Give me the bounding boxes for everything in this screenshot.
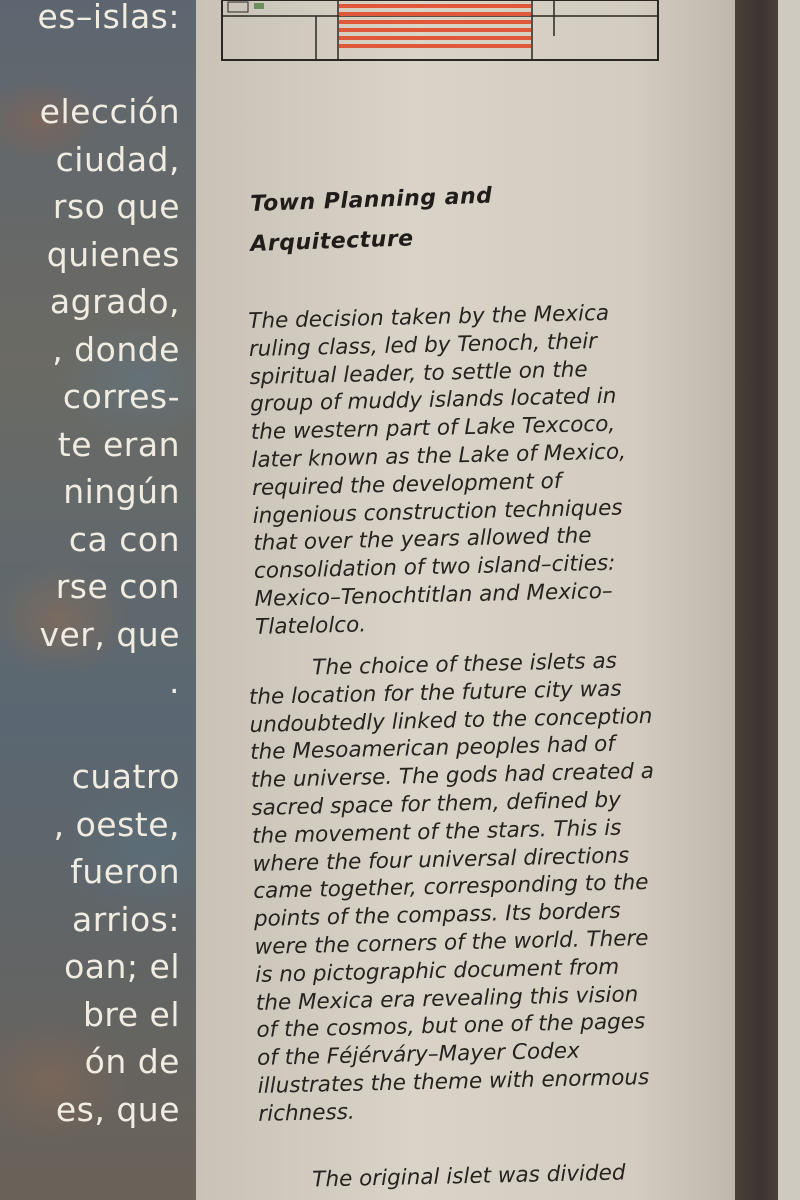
paragraph-line: The choice of these islets as <box>312 648 618 681</box>
paragraph-line: ruling class, led by Tenoch, their <box>248 328 598 362</box>
paragraph-line: The decision taken by the Mexica <box>248 300 610 334</box>
paragraph-line: the universe. The gods had created a <box>250 759 655 794</box>
spanish-text-line: te eran <box>57 424 180 464</box>
right-wall <box>778 0 800 1200</box>
paragraph-line: Tlatelolco. <box>254 612 367 640</box>
spanish-text-line: agrado, <box>49 282 180 321</box>
paragraph-line: is no pictographic document from <box>254 954 620 988</box>
paragraph-line: of the cosmos, but one of the pages <box>256 1009 646 1044</box>
paragraph-line: the Mexica era revealing this vision <box>255 981 639 1016</box>
paragraph-line: the Mesoamerican peoples had of <box>249 732 616 766</box>
paragraph-line: The original islet was divided <box>312 1160 626 1193</box>
paragraph-line: undoubtedly linked to the conception <box>249 703 653 738</box>
paragraph-line: came together, corresponding to the <box>253 870 649 905</box>
paragraph-line: richness. <box>258 1099 356 1127</box>
paragraph-line: were the corners of the world. There <box>254 925 649 960</box>
paragraph-1 <box>248 298 675 641</box>
paragraph-line: of the Féjérváry–Mayer Codex <box>256 1038 580 1072</box>
paragraph-line: ingenious construction techniques <box>252 495 623 529</box>
spanish-text-line: elección <box>39 92 180 131</box>
heading-line-1: Town Planning and <box>250 183 493 217</box>
spanish-text-line: arrios: <box>72 899 180 939</box>
left-wall-panel <box>0 0 196 1200</box>
paragraph-line: group of muddy islands located in <box>249 384 617 418</box>
spanish-text-line: fueron <box>70 852 180 891</box>
paragraph-line: later known as the Lake of Mexico, <box>251 439 627 473</box>
paragraph-line: the location for the future city was <box>248 676 622 710</box>
paragraph-line: Mexico–Tenochtitlan and Mexico– <box>254 578 613 612</box>
paragraph-line: points of the compass. Its borders <box>253 898 621 933</box>
paragraph-2 <box>248 646 679 1128</box>
floor-plan-drawing <box>220 0 660 62</box>
spanish-text-line: ca con <box>68 519 180 559</box>
spanish-text-line: cuatro <box>71 757 180 796</box>
spanish-text-line: bre el <box>82 994 180 1034</box>
paragraph-line: consolidation of two island–cities: <box>253 550 616 585</box>
spanish-text-line: ón de <box>84 1042 180 1081</box>
paragraph-line: the western part of Lake Texcoco, <box>250 411 616 446</box>
spanish-text-line: , donde <box>52 329 180 369</box>
spanish-text-line: ningún <box>63 472 180 511</box>
spanish-text-line: ciudad, <box>55 139 180 179</box>
paragraph-line: that over the years allowed the <box>253 523 592 557</box>
paragraph-line: the movement of the stars. This is <box>251 815 622 849</box>
spanish-text-line: oan; el <box>64 947 180 986</box>
paragraph-line: spiritual leader, to settle on the <box>249 356 588 390</box>
spanish-text-line: , oeste, <box>53 804 180 844</box>
spanish-text-line: es, que <box>55 1089 180 1129</box>
plan-red-stripes <box>339 4 531 48</box>
paragraph-line: illustrates the theme with enormous <box>257 1064 650 1099</box>
paragraph-line: sacred space for them, defined by <box>251 787 622 821</box>
spanish-text-line: rse con <box>55 567 180 606</box>
paragraph-line: required the development of <box>251 468 562 501</box>
paragraph-line: where the four universal directions <box>252 842 630 877</box>
spanish-text-line: es–islas: <box>37 0 180 36</box>
spanish-text-line: corres- <box>62 377 180 416</box>
spanish-text-line: ver, que <box>39 614 180 654</box>
spanish-text-line: quienes <box>46 234 180 274</box>
spanish-text-line: . <box>169 662 180 701</box>
spanish-text-line: rso que <box>52 187 180 226</box>
heading-line-2: Arquitecture <box>250 226 415 257</box>
